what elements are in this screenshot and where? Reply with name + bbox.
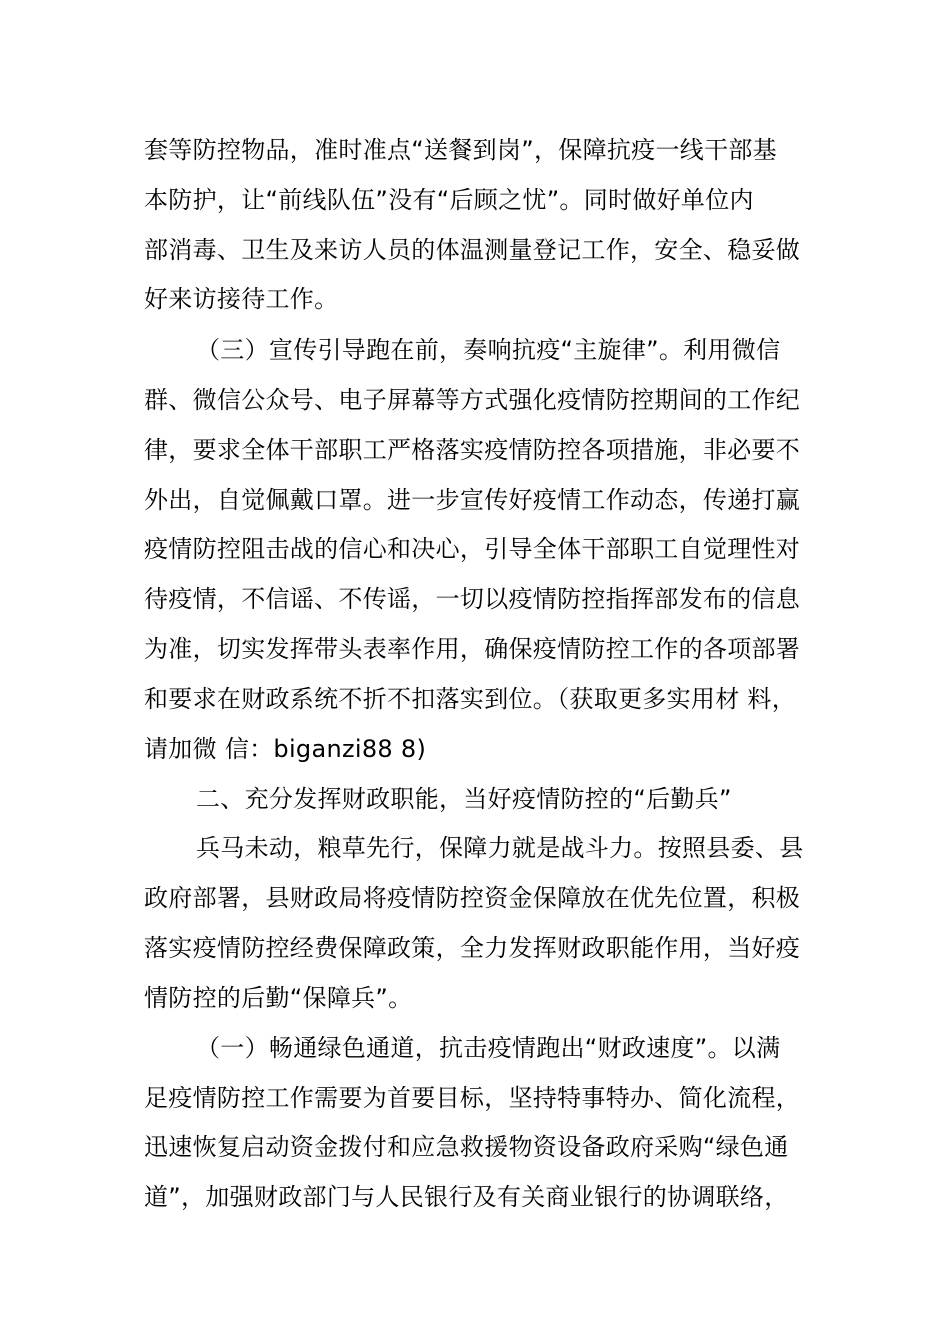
section-heading: 二、充分发挥财政职能，当好疫情防控的“后勤兵” <box>196 785 732 813</box>
text-line: 为准，切实发挥带头表率作用，确保疫情防控工作的各项部署 <box>144 635 801 663</box>
text-line: （一）畅通绿色通道，抗击疫情跑出“财政速度”。以满 <box>196 1034 781 1062</box>
text-line: 套等防控物品，准时准点“送餐到岗”，保障抗疫一线干部基 <box>144 136 777 164</box>
text-line: 群、微信公众号、电子屏幕等方式强化疫情防控期间的工作纪 <box>144 386 801 414</box>
text-line: 部消毒、卫生及来访人员的体温测量登记工作，安全、稳妥做 <box>144 236 801 264</box>
text-line: 外出，自觉佩戴口罩。进一步宣传好疫情工作动态，传递打赢 <box>144 486 801 514</box>
text-line: 足疫情防控工作需要为首要目标，坚持特事特办、简化流程， <box>144 1084 801 1112</box>
text-line: 请加微 信：biganzi88 8) <box>144 735 427 763</box>
text-line: 政府部署，县财政局将疫情防控资金保障放在优先位置，积极 <box>144 884 801 912</box>
text-line: 疫情防控阻击战的信心和决心，引导全体干部职工自觉理性对 <box>144 535 801 563</box>
text-line: 和要求在财政系统不折不扣落实到位。（获取更多实用材 料， <box>144 685 797 713</box>
text-line: 律，要求全体干部职工严格落实疫情防控各项措施，非必要不 <box>144 436 801 464</box>
text-line: 本防护，让“前线队伍”没有“后顾之忧”。同时做好单位内 <box>144 186 754 214</box>
text-line: 情防控的后勤“保障兵”。 <box>144 984 413 1012</box>
text-line: 道”，加强财政部门与人民银行及有关商业银行的协调联络， <box>144 1183 789 1211</box>
text-line: 待疫情，不信谣、不传谣，一切以疫情防控指挥部发布的信息 <box>144 585 801 613</box>
text-line: （三）宣传引导跑在前，奏响抗疫“主旋律”。利用微信 <box>196 336 781 364</box>
text-line: 落实疫情防控经费保障政策，全力发挥财政职能作用，当好疫 <box>144 934 801 962</box>
text-line: 好来访接待工作。 <box>144 285 339 313</box>
text-line: 兵马未动，粮草先行，保障力就是战斗力。按照县委、县 <box>196 834 804 862</box>
text-line: 迅速恢复启动资金拨付和应急救援物资设备政府采购“绿色通 <box>144 1133 789 1161</box>
